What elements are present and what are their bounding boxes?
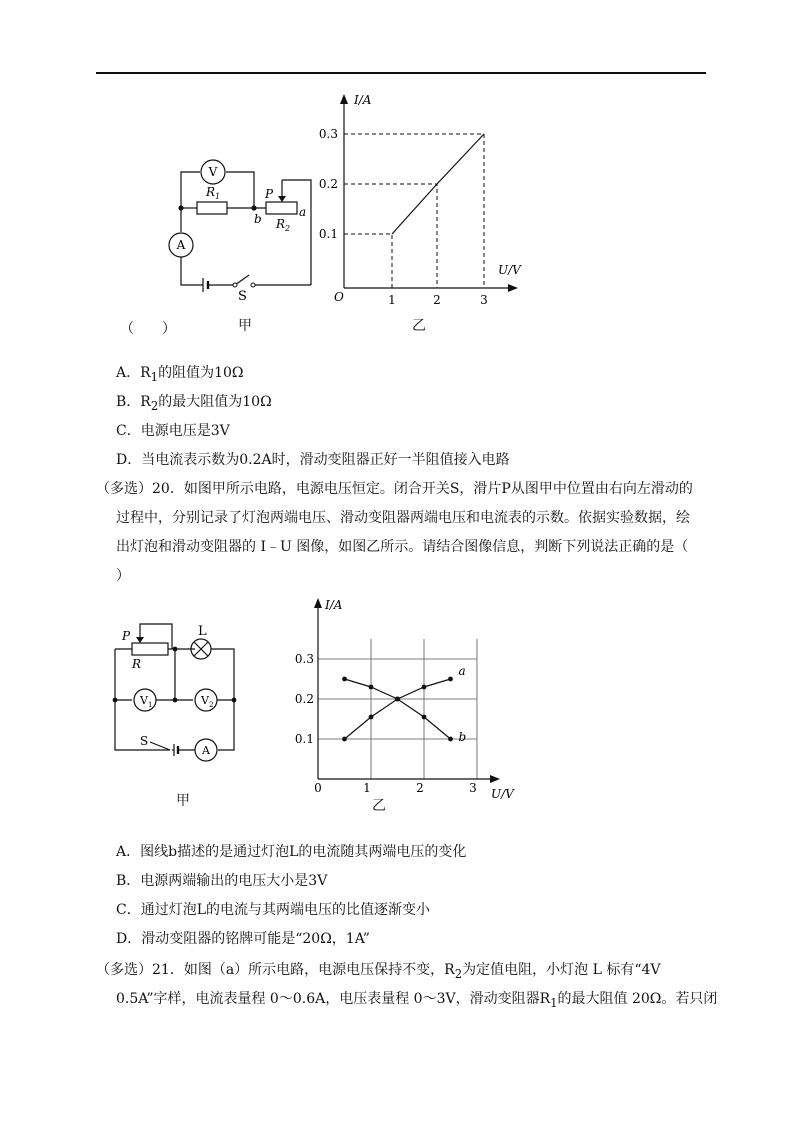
q20-option-b: B．电源两端输出的电压大小是3V (116, 873, 328, 889)
q19-ylabel: I/A (354, 93, 372, 107)
q20-stem-line4: ） (116, 568, 130, 584)
q19-xtick: 2 (433, 293, 441, 307)
q19-fig-jia-caption: 甲 (238, 318, 252, 334)
r2-label: $R_2$ (276, 217, 291, 233)
q19-xtick: 3 (480, 293, 488, 307)
q20-series-a-point (342, 737, 347, 742)
q19-option-b: B．$R_2$的最大阻值为10Ω (116, 394, 272, 413)
q20-series-b-label: b (458, 730, 467, 744)
q20-series-b-point (342, 677, 347, 682)
q20-xtick: 1 (363, 781, 371, 795)
q19-ytick: 0.1 (318, 227, 338, 241)
q20-option-d: D．滑动变阻器的铭牌可能是“20Ω，1A” (116, 931, 370, 947)
q20-fig-jia-caption: 甲 (176, 793, 190, 809)
q20-option-c: C．通过灯泡L的电流与其两端电压的比值逐渐变小 (116, 902, 431, 918)
q20-rheostat-label: R (132, 657, 142, 671)
q20-v1-label: $V_1$ (140, 694, 153, 709)
q20-ytick: 0.3 (294, 652, 314, 666)
q21-stem-line1: （多选）21．如图（a）所示电路，电源电压保持不变，$R_2$为定值电阻，小灯泡 L 标有“4V (96, 962, 661, 981)
q19-option-c: C．电源电压是3V (116, 423, 230, 439)
q20-series-b-line (345, 679, 451, 739)
q20-series-a-point (422, 685, 427, 690)
q20-ammeter-label: A (202, 744, 210, 757)
r2-rheostat (266, 202, 297, 214)
q20-series-a-point (448, 677, 453, 682)
q19-iu-graph (312, 88, 532, 308)
q20-fig-yi-caption: 乙 (372, 798, 386, 814)
q20-ytick: 0.2 (294, 692, 314, 706)
header-rule (96, 72, 706, 74)
end-a-label: a (299, 205, 307, 219)
q19-fig-yi-caption: 乙 (412, 318, 426, 334)
q20-origin: 0 (314, 781, 322, 795)
q20-series-b-point (448, 737, 453, 742)
q20-option-a: A．图线b描述的是通过灯泡L的电流随其两端电压的变化 (116, 844, 467, 860)
q19-answer-blank: （ ） (120, 321, 176, 337)
end-b-label: b (254, 212, 262, 226)
q19-origin: O (334, 290, 344, 304)
q19-xtick: 1 (388, 293, 396, 307)
q20-series-b-point (369, 685, 374, 690)
q20-stem-line3: 出灯泡和滑动变阻器的 I﹣U 图像，如图乙所示。请结合图像信息，判断下列说法正确的是（ (116, 539, 689, 555)
q20-ylabel: I/A (325, 598, 343, 612)
ammeter-label: A (176, 238, 186, 252)
q20-xtick: 2 (416, 781, 424, 795)
q20-series-a-point (369, 715, 374, 720)
q19-ytick: 0.3 (318, 127, 338, 141)
q20-lamp-label: L (198, 624, 207, 639)
q20-series-b-point (422, 715, 427, 720)
switch-label: S (238, 289, 247, 304)
q20-ytick: 0.1 (294, 732, 314, 746)
q20-iu-chart (285, 592, 514, 810)
slider-label: P (265, 187, 274, 201)
q19-ytick: 0.2 (318, 177, 338, 191)
q19-circuit-diagram (165, 150, 325, 310)
q20-series-b-point (395, 697, 400, 702)
q19-option-d: D．当电流表示数为0.2A时，滑动变阻器正好一半阻值接入电路 (116, 452, 510, 468)
voltmeter-label: V (208, 165, 218, 179)
q20-stem-line1: （多选）20．如图甲所示电路，电源电压恒定。闭合开关S，滑片P从图甲中位置由右向左滑动的 (96, 481, 693, 497)
q21-stem-line2: 0.5A”字样，电流表量程 0～0.6A，电压表量程 0～3V，滑动变阻器$R_1$的最大阻值 20Ω。若只闭 (116, 991, 718, 1010)
q20-switch-label: S (140, 734, 149, 748)
q20-circuit-diagram (110, 618, 245, 768)
q20-xlabel: U/V (491, 787, 514, 801)
rheostat-symbol (132, 643, 168, 655)
r1-label: $R_1$ (206, 185, 221, 201)
q19-xlabel: U/V (498, 263, 521, 277)
q20-v2-label: $V_2$ (201, 694, 214, 709)
q20-stem-line2: 过程中，分别记录了灯泡两端电压、滑动变阻器两端电压和电流表的示数。依据实验数据，绘 (116, 510, 690, 526)
q20-series-a-label: a (458, 664, 466, 678)
q19-option-a: A．$R_1$的阻值为10Ω (116, 365, 244, 384)
q20-slider-label: P (122, 629, 131, 643)
q20-xtick: 3 (469, 781, 477, 795)
q20-series-a-line (345, 679, 451, 739)
r1-resistor (197, 202, 227, 214)
q19-iu-line (392, 134, 484, 234)
